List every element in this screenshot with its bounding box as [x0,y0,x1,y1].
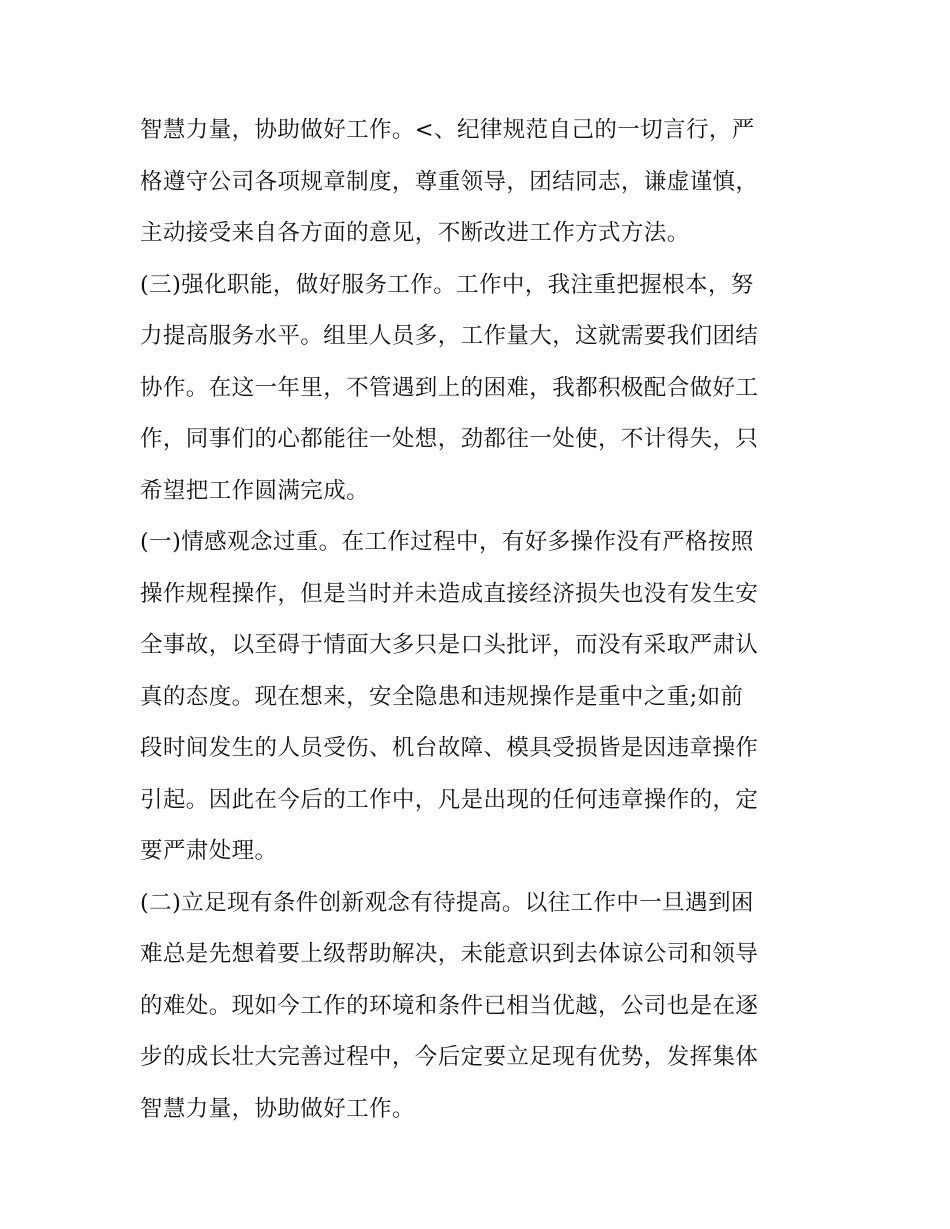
text-line: 段时间发生的人员受伤、机台故障、模具受损皆是因违章操作 [140,735,759,761]
text-line: (一)情感观念过重。在工作过程中，有好多操作没有严格按照 [140,529,754,555]
text-line: 真的态度。现在想来，安全隐患和违规操作是重中之重;如前 [140,683,744,710]
text-line: 智慧力量，协助做好工作。 [140,1095,415,1122]
text-line: 希望把工作圆满完成。 [140,477,370,504]
text-line: 智慧力量，协助做好工作。<、纪律规范自己的一切言行，严 [140,117,755,143]
text-line: 的难处。现如今工作的环境和条件已相当优越，公司也是在逐 [140,992,759,1019]
text-line: 步的成长壮大完善过程中，今后定要立足现有优势，发挥集体 [140,1044,759,1070]
text-line: 难总是先想着要上级帮助解决，未能意识到去体谅公司和领导 [140,941,759,967]
text-line: 主动接受来自各方面的意见，不断改进工作方式方法。 [140,220,690,246]
text-line: 协作。在这一年里，不管遇到上的困难，我都积极配合做好工 [140,374,759,401]
text-line: (二)立足现有条件创新观念有待提高。以往工作中一旦遇到困 [140,889,754,916]
text-line: 格遵守公司各项规章制度，尊重领导，团结同志，谦虚谨慎， [140,168,759,195]
text-line: 全事故，以至碍于情面大多只是口头批评，而没有采取严肃认 [140,632,759,658]
text-line: (三)强化职能，做好服务工作。工作中，我注重把握根本，努 [140,271,754,298]
text-line: 引起。因此在今后的工作中，凡是出现的任何违章操作的，定 [140,786,759,813]
text-line: 力提高服务水平。组里人员多，工作量大，这就需要我们团结 [140,323,759,349]
document-body [140,105,812,1135]
text-line: 操作规程操作，但是当时并未造成直接经济损失也没有发生安 [140,580,759,607]
text-line: 要严肃处理。 [140,838,278,864]
text-line: 作，同事们的心都能往一处想，劲都往一处使，不计得失，只 [140,426,759,452]
